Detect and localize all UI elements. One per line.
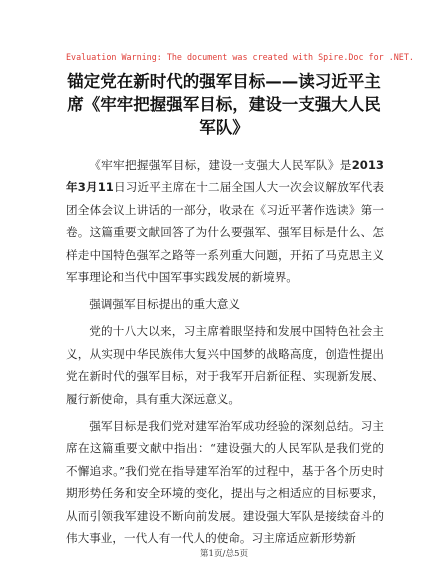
page-footer: 第1页/总5页	[199, 549, 249, 559]
intro-date: 2013年3月11	[66, 158, 384, 195]
body-paragraph: 强军目标是我们党对建军治军成功经验的深刻总结。习主席在这篇重要文献中指出：“建设强大的人民军队是我们党的不懈追求。”我们党在指导建军治军的过程中，基于各个历史时期形势任务和安全环境的变化，提出与之相适应的目标要求，从而引领我军建设不断向前发展。建设强大军队是接续奋斗的伟大事业，一代人有一代人的使命。习主席适应新形势新	[66, 419, 384, 546]
intro-text-end: 日习近平主席在十二届全国人大一次会议解放军代表团全体会议上讲话的一部分，收录在《习近平著作选读》第一卷。这篇重要文献回答了为什么要强军、强军目标是什么、怎样走中国特色强军之路等一系列重大问题，开拓了马克思主义军事理论和当代中国军事实践发展的新境界。	[66, 180, 384, 285]
body-paragraph: 党的十八大以来，习主席着眼坚持和发展中国特色社会主义，从实现中华民族伟大复兴中国梦的战略高度，创造性提出党在新时代的强军目标，对于我军开启新征程、实现新发展、履行新使命，具有重大深远意义。	[66, 324, 384, 406]
document-body	[66, 154, 384, 550]
section-heading: 强调强军目标提出的重大意义	[89, 297, 240, 312]
document-title: 锚定党在新时代的强军目标——读习近平主席《牢牢把握强军目标，建设一支强大人民军队》	[67, 72, 381, 137]
evaluation-warning: Evaluation Warning: The document was created with Spire.Doc for .NET.	[66, 52, 414, 62]
intro-paragraph	[66, 154, 384, 288]
intro-text-start: 《牢牢把握强军目标，建设一支强大人民军队》是	[89, 158, 352, 172]
